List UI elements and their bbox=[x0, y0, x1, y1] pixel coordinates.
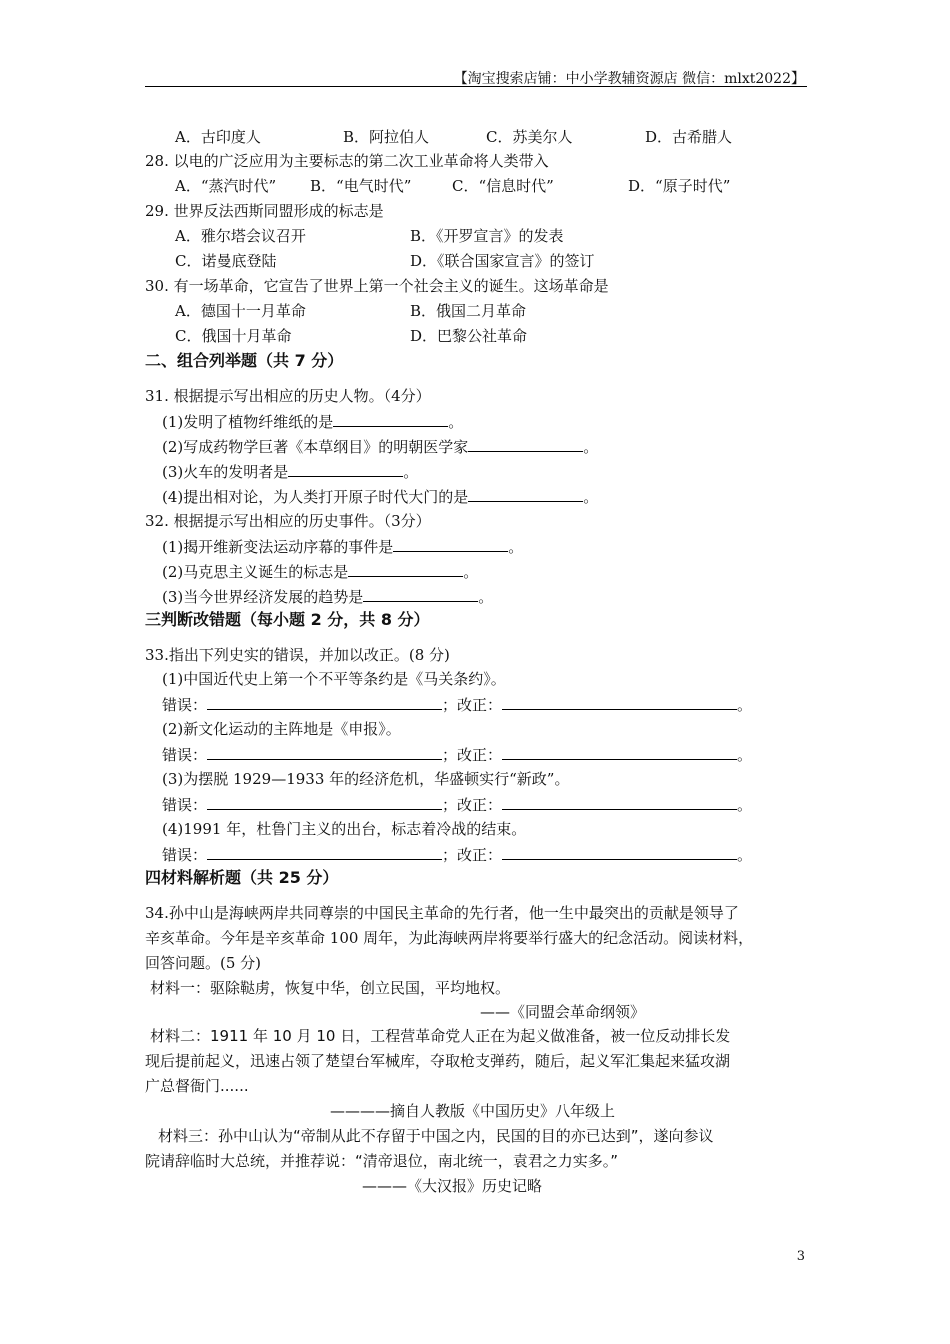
fix-label: ；改正： bbox=[442, 846, 503, 864]
q30-stem: 30. 有一场革命，它宣告了世界上第一个社会主义的诞生。这场革命是 bbox=[145, 277, 609, 295]
q29-option-b: B．《开罗宣言》的发表 bbox=[410, 227, 564, 245]
q33-item-3: (3)为摆脱 1929—1933 年的经济危机，华盛顿实行“新政”。 bbox=[162, 770, 570, 788]
page-number: 3 bbox=[796, 1249, 805, 1264]
answer-blank[interactable] bbox=[348, 561, 463, 577]
q28-option-a: A．“蒸汽时代” bbox=[175, 177, 277, 195]
error-label: 错误： bbox=[162, 796, 208, 814]
q32-item-3-text: (3)当今世界经济发展的趋势是 bbox=[162, 588, 364, 606]
section-2-title: 二、组合列举题（共 7 分） bbox=[145, 351, 344, 370]
q27-option-b: B．阿拉伯人 bbox=[343, 128, 430, 146]
q32-item-1-text: (1)揭开维新变法运动序幕的事件是 bbox=[162, 538, 394, 556]
q33-answer-row-1: 错误： ；改正： 。 bbox=[162, 696, 753, 714]
q30-option-d: D．巴黎公社革命 bbox=[410, 327, 528, 345]
q29-option-d: D．《联合国家宣言》的签订 bbox=[410, 252, 595, 270]
error-label: 错误： bbox=[162, 846, 208, 864]
fix-label: ；改正： bbox=[442, 796, 503, 814]
q33-item-4: (4)1991 年，杜鲁门主义的出台，标志着冷战的结束。 bbox=[162, 820, 527, 838]
q33-item-1: (1)中国近代史上第一个不平等条约是《马关条约》。 bbox=[162, 670, 506, 688]
q33-answer-row-4: 错误： ；改正： 。 bbox=[162, 846, 753, 864]
fix-blank[interactable] bbox=[502, 844, 737, 860]
fix-blank[interactable] bbox=[502, 694, 737, 710]
q30-option-b: B．俄国二月革命 bbox=[410, 302, 527, 320]
fix-blank[interactable] bbox=[502, 794, 737, 810]
q31-item-2: (2)写成药物学巨著《本草纲目》的明朝医学家 。 bbox=[162, 438, 599, 456]
section-3-title: 三判断改错题（每小题 2 分，共 8 分） bbox=[145, 610, 430, 629]
fix-blank[interactable] bbox=[502, 744, 737, 760]
q28-stem: 28. 以电的广泛应用为主要标志的第二次工业革命将人类带入 bbox=[145, 152, 549, 170]
error-label: 错误： bbox=[162, 696, 208, 714]
material-2-source: ————摘自人教版《中国历史》八年级上 bbox=[330, 1102, 616, 1120]
error-blank[interactable] bbox=[207, 744, 442, 760]
q27-option-d: D．古希腊人 bbox=[645, 128, 733, 146]
q32-item-3: (3)当今世界经济发展的趋势是 。 bbox=[162, 588, 494, 606]
q32-item-2: (2)马克思主义诞生的标志是 。 bbox=[162, 563, 479, 581]
header-rule bbox=[145, 86, 807, 87]
material-1: 材料一：驱除鞑虏，恢复中华，创立民国，平均地权。 bbox=[150, 979, 511, 997]
q30-option-a: A．德国十一月革命 bbox=[175, 302, 306, 320]
q34-line-2: 辛亥革命。今年是辛亥革命 100 周年，为此海峡两岸将要举行盛大的纪念活动。阅读材料， bbox=[145, 929, 754, 947]
q29-stem: 29. 世界反法西斯同盟形成的标志是 bbox=[145, 202, 384, 220]
material-3-source: ———《大汉报》历史记略 bbox=[362, 1177, 543, 1195]
q29-option-c: C．诺曼底登陆 bbox=[175, 252, 277, 270]
error-blank[interactable] bbox=[207, 694, 442, 710]
answer-blank[interactable] bbox=[333, 411, 448, 427]
error-blank[interactable] bbox=[207, 844, 442, 860]
material-2-line-2: 现后提前起义，迅速占领了楚望台军械库，夺取枪支弹药，随后，起义军汇集起来猛攻湖 bbox=[145, 1052, 731, 1070]
q28-option-d: D．“原子时代” bbox=[628, 177, 731, 195]
q33-stem: 33.指出下列史实的错误，并加以改正。(8 分) bbox=[145, 646, 450, 664]
q32-stem: 32. 根据提示写出相应的历史事件。（3分） bbox=[145, 512, 431, 530]
answer-blank[interactable] bbox=[288, 461, 403, 477]
material-2-line-1: 材料二：1911 年 10 月 10 日，工程营革命党人正在为起义做准备，被一位反动排长发 bbox=[150, 1027, 731, 1045]
q31-item-2-text: (2)写成药物学巨著《本草纲目》的明朝医学家 bbox=[162, 438, 469, 456]
answer-blank[interactable] bbox=[393, 536, 508, 552]
material-3-line-1: 材料三：孙中山认为“帝制从此不存留于中国之内，民国的目的亦已达到”，遂向参议 bbox=[158, 1127, 714, 1145]
page-header: 【淘宝搜索店铺：中小学教辅资源店 微信：mlxt2022】 bbox=[453, 71, 805, 87]
q33-item-2: (2)新文化运动的主阵地是《申报》。 bbox=[162, 720, 401, 738]
q34-line-1: 34.孙中山是海峡两岸共同尊崇的中国民主革命的先行者，他一生中最突出的贡献是领导了 bbox=[145, 904, 739, 922]
fix-label: ；改正： bbox=[442, 696, 503, 714]
q27-option-c: C．苏美尔人 bbox=[486, 128, 573, 146]
material-3-line-2: 院请辞临时大总统，并推荐说：“清帝退位，南北统一，袁君之力实多。” bbox=[145, 1152, 619, 1170]
answer-blank[interactable] bbox=[468, 436, 583, 452]
material-1-source: ——《同盟会革命纲领》 bbox=[480, 1003, 646, 1021]
answer-blank[interactable] bbox=[468, 486, 583, 502]
q31-item-4: (4)提出相对论，为人类打开原子时代大门的是 。 bbox=[162, 488, 599, 506]
error-blank[interactable] bbox=[207, 794, 442, 810]
q32-item-1: (1)揭开维新变法运动序幕的事件是 。 bbox=[162, 538, 524, 556]
fix-label: ；改正： bbox=[442, 746, 503, 764]
q31-item-3-text: (3)火车的发明者是 bbox=[162, 463, 289, 481]
q32-item-2-text: (2)马克思主义诞生的标志是 bbox=[162, 563, 349, 581]
error-label: 错误： bbox=[162, 746, 208, 764]
q33-answer-row-2: 错误： ；改正： 。 bbox=[162, 746, 753, 764]
q27-option-a: A．古印度人 bbox=[175, 128, 261, 146]
q28-option-c: C．“信息时代” bbox=[452, 177, 554, 195]
q29-option-a: A．雅尔塔会议召开 bbox=[175, 227, 306, 245]
q31-item-4-text: (4)提出相对论，为人类打开原子时代大门的是 bbox=[162, 488, 469, 506]
q34-line-3: 回答问题。(5 分) bbox=[145, 954, 262, 972]
q28-option-b: B．“电气时代” bbox=[310, 177, 412, 195]
section-4-title: 四材料解析题（共 25 分） bbox=[145, 868, 339, 887]
q33-answer-row-3: 错误： ；改正： 。 bbox=[162, 796, 753, 814]
q31-item-3: (3)火车的发明者是 。 bbox=[162, 463, 419, 481]
material-2-line-3: 广总督衙门...... bbox=[145, 1077, 249, 1095]
answer-blank[interactable] bbox=[363, 586, 478, 602]
q31-item-1-text: (1)发明了植物纤维纸的是 bbox=[162, 413, 334, 431]
q30-option-c: C．俄国十月革命 bbox=[175, 327, 292, 345]
q31-stem: 31. 根据提示写出相应的历史人物。（4分） bbox=[145, 387, 431, 405]
q31-item-1: (1)发明了植物纤维纸的是 。 bbox=[162, 413, 464, 431]
